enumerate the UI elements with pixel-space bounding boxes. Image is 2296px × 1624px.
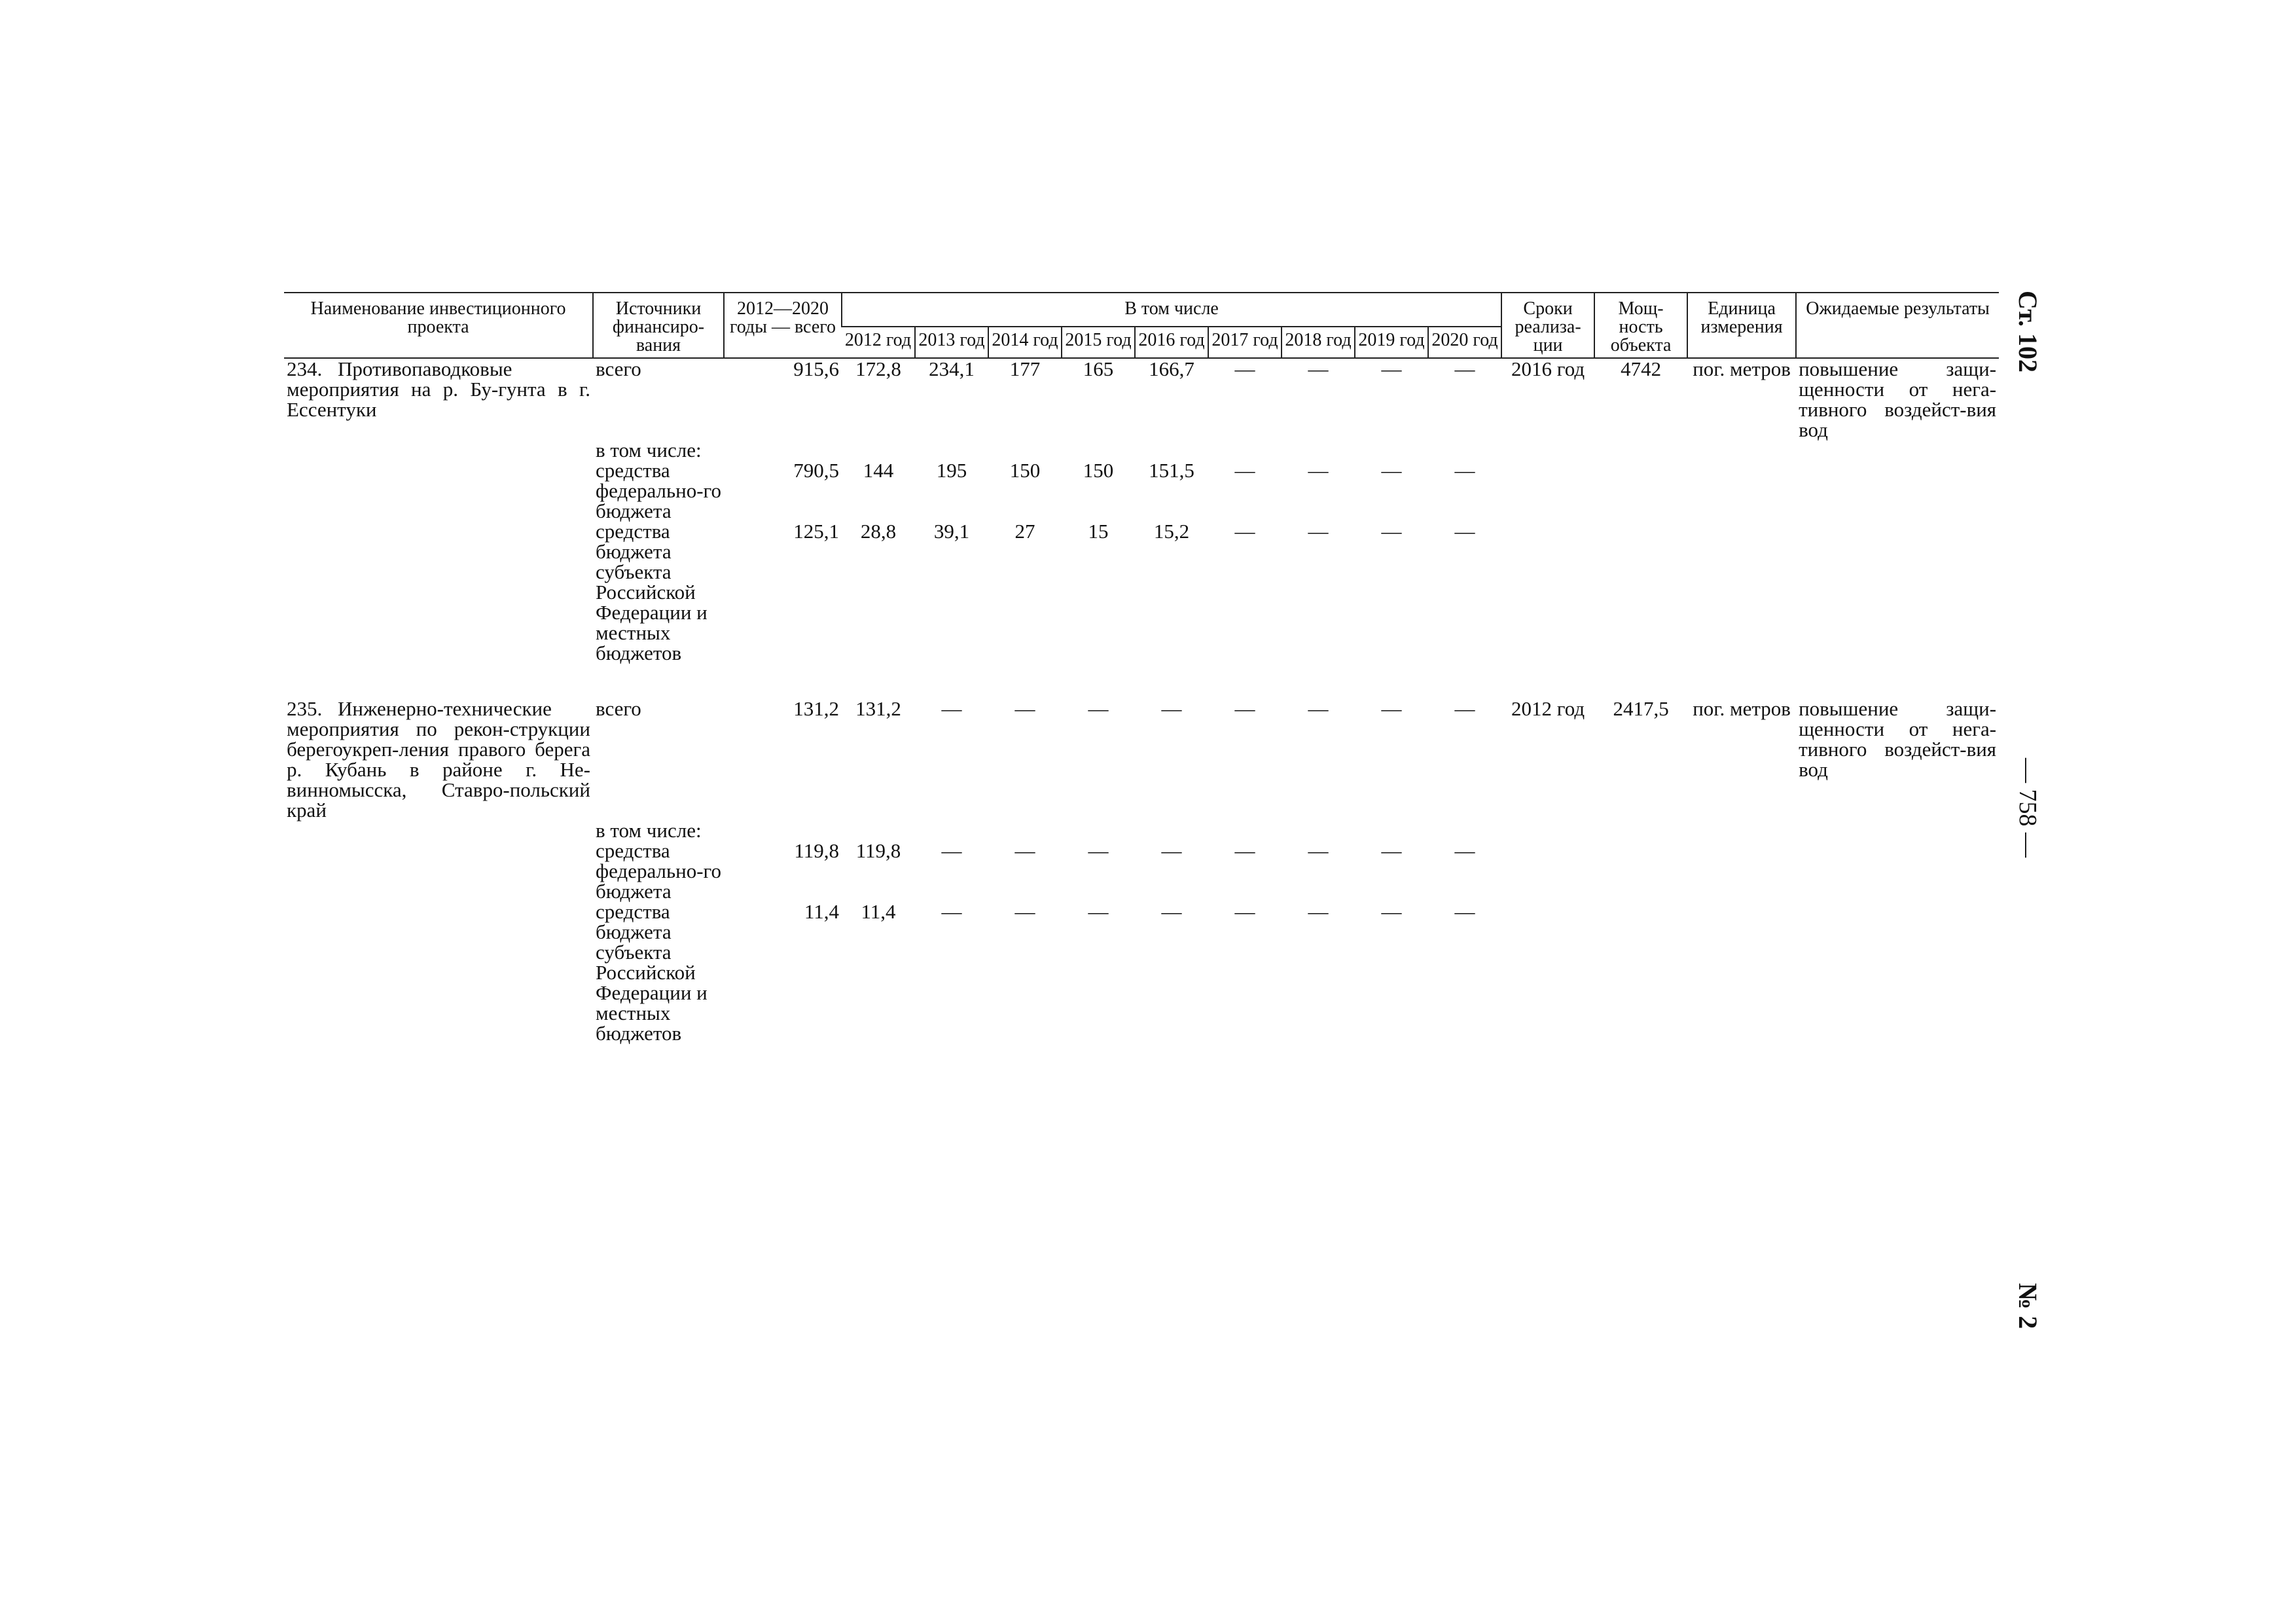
year-value: 144 bbox=[863, 459, 894, 482]
empty-cell bbox=[284, 820, 593, 840]
page-number: — 758 — bbox=[2014, 758, 2041, 857]
year-value: 11,4 bbox=[861, 900, 896, 923]
header-year: 2017 год bbox=[1208, 327, 1282, 358]
year-value: 165 bbox=[1083, 357, 1114, 380]
header-year: 2020 год bbox=[1428, 327, 1501, 358]
project-name: Противопаводковые мероприятия на р. Бу-гунта в г. Ессентуки bbox=[287, 357, 590, 421]
year-value: — bbox=[1234, 459, 1255, 482]
header-capacity: Мощ-ность объекта bbox=[1594, 293, 1687, 358]
empty-cell bbox=[1501, 901, 1999, 1043]
table-row bbox=[284, 901, 1999, 1043]
year-value: — bbox=[1161, 839, 1182, 862]
year-value: — bbox=[1161, 900, 1182, 923]
year-value: — bbox=[1014, 697, 1035, 720]
table-row bbox=[284, 521, 1999, 698]
year-value: — bbox=[1234, 520, 1255, 543]
year-value: 150 bbox=[1009, 459, 1041, 482]
year-value: — bbox=[1454, 459, 1475, 482]
empty-cell bbox=[1501, 521, 1999, 698]
empty-cell bbox=[1501, 460, 1999, 521]
empty-cell bbox=[284, 901, 593, 1043]
table-row bbox=[284, 840, 1999, 901]
year-value: — bbox=[1454, 839, 1475, 862]
project-name: Инженерно-технические мероприятия по рекон-струкции берегоукреп-ления правого берега р. Кубань в районе г. Не-винномысска, Ставро-польский край bbox=[287, 697, 590, 821]
year-value: — bbox=[1088, 697, 1109, 720]
result-text: повышение защи-щенности от нега-тивного воздейст-вия вод bbox=[1799, 697, 1997, 781]
empty-cell bbox=[284, 460, 593, 521]
header-year: 2014 год bbox=[988, 327, 1062, 358]
project-number: 235. bbox=[287, 697, 323, 720]
year-value: — bbox=[941, 697, 962, 720]
table-header bbox=[284, 293, 1999, 358]
total-value: 125,1 bbox=[793, 520, 839, 543]
result-text: повышение защи-щенности от нега-тивного воздейст-вия вод bbox=[1799, 357, 1997, 441]
year-value: — bbox=[1308, 357, 1329, 380]
year-value: — bbox=[1234, 900, 1255, 923]
year-value: 15 bbox=[1088, 520, 1109, 543]
term-value: 2016 год bbox=[1511, 357, 1585, 380]
header-results: Ожидаемые результаты bbox=[1796, 293, 1999, 358]
year-value: — bbox=[1308, 697, 1329, 720]
year-value: — bbox=[1381, 357, 1402, 380]
table-row bbox=[284, 460, 1999, 521]
header-terms: Сроки реализа-ции bbox=[1501, 293, 1594, 358]
total-value: 790,5 bbox=[793, 459, 839, 482]
header-year: 2013 год bbox=[915, 327, 988, 358]
year-value: 166,7 bbox=[1149, 357, 1194, 380]
year-value: — bbox=[941, 900, 962, 923]
including-label: в том числе: bbox=[596, 439, 702, 461]
year-value: — bbox=[1088, 900, 1109, 923]
year-value: — bbox=[1308, 839, 1329, 862]
year-value: 119,8 bbox=[855, 839, 901, 862]
source-label: всего bbox=[596, 357, 641, 380]
year-value: — bbox=[1381, 520, 1402, 543]
table-row bbox=[284, 358, 1999, 440]
year-value: — bbox=[1234, 357, 1255, 380]
empty-cell bbox=[1501, 840, 1999, 901]
year-value: 15,2 bbox=[1153, 520, 1190, 543]
empty-cell bbox=[284, 521, 593, 698]
table-row bbox=[284, 440, 1999, 460]
year-value: — bbox=[1381, 900, 1402, 923]
year-value: — bbox=[1454, 900, 1475, 923]
header-name: Наименование инвестиционного проекта bbox=[310, 298, 566, 337]
issue-number: № 2 bbox=[2013, 1283, 2043, 1329]
header-year: 2018 год bbox=[1282, 327, 1355, 358]
year-value: — bbox=[1234, 697, 1255, 720]
year-value: 27 bbox=[1014, 520, 1035, 543]
year-value: — bbox=[1454, 697, 1475, 720]
year-value: 151,5 bbox=[1149, 459, 1194, 482]
header-year: 2019 год bbox=[1355, 327, 1428, 358]
year-value: 131,2 bbox=[855, 697, 901, 720]
header-year: 2015 год bbox=[1062, 327, 1135, 358]
capacity-value: 4742 bbox=[1621, 357, 1662, 380]
project-name-cell bbox=[284, 358, 593, 440]
total-value: 11,4 bbox=[804, 900, 839, 923]
table-body bbox=[284, 358, 1999, 1043]
year-value: 195 bbox=[936, 459, 967, 482]
year-value: 39,1 bbox=[933, 520, 970, 543]
total-value: 119,8 bbox=[794, 839, 839, 862]
year-value: — bbox=[1381, 839, 1402, 862]
empty-cell bbox=[284, 840, 593, 901]
including-label: в том числе: bbox=[596, 819, 702, 842]
investment-projects-table bbox=[284, 292, 1999, 1043]
article-number: Ст. 102 bbox=[2013, 291, 2043, 372]
year-value: — bbox=[1014, 839, 1035, 862]
source-label: всего bbox=[596, 697, 641, 720]
table-row bbox=[284, 698, 1999, 820]
year-value: — bbox=[1381, 697, 1402, 720]
table-row bbox=[284, 820, 1999, 840]
header-year: 2016 год bbox=[1135, 327, 1208, 358]
capacity-value: 2417,5 bbox=[1613, 697, 1669, 720]
year-value: — bbox=[1088, 839, 1109, 862]
total-value: 915,6 bbox=[793, 357, 839, 380]
total-value: 131,2 bbox=[793, 697, 839, 720]
year-value: 234,1 bbox=[929, 357, 975, 380]
header-group: В том числе bbox=[842, 293, 1501, 327]
year-value: — bbox=[1308, 459, 1329, 482]
project-name-cell bbox=[284, 698, 593, 820]
year-value: — bbox=[941, 839, 962, 862]
year-value: 177 bbox=[1009, 357, 1041, 380]
term-value: 2012 год bbox=[1511, 697, 1585, 720]
source-label: средства федерально-го бюджета bbox=[596, 839, 721, 903]
source-label: средства федерально-го бюджета bbox=[596, 459, 721, 522]
year-value: — bbox=[1308, 900, 1329, 923]
source-label: средства бюджета субъекта Российской Федерации и местных бюджетов bbox=[596, 520, 708, 664]
year-value: — bbox=[1308, 520, 1329, 543]
year-value: — bbox=[1454, 520, 1475, 543]
empty-cell bbox=[284, 440, 593, 460]
year-value: 28,8 bbox=[860, 520, 897, 543]
unit-value: пог. метров bbox=[1693, 697, 1791, 720]
header-sources: Источники финансиро-вания bbox=[593, 293, 724, 358]
unit-value: пог. метров bbox=[1693, 357, 1791, 380]
year-value: — bbox=[1014, 900, 1035, 923]
source-label: средства бюджета субъекта Российской Федерации и местных бюджетов bbox=[596, 900, 708, 1045]
year-value: — bbox=[1454, 357, 1475, 380]
year-value: — bbox=[1161, 697, 1182, 720]
year-value: 150 bbox=[1083, 459, 1114, 482]
header-year: 2012 год bbox=[842, 327, 915, 358]
year-value: — bbox=[1381, 459, 1402, 482]
year-value: — bbox=[1234, 839, 1255, 862]
year-value: 172,8 bbox=[855, 357, 901, 380]
header-total: 2012—2020 годы — всего bbox=[724, 293, 842, 358]
header-unit: Единица измерения bbox=[1687, 293, 1796, 358]
project-number: 234. bbox=[287, 357, 323, 380]
